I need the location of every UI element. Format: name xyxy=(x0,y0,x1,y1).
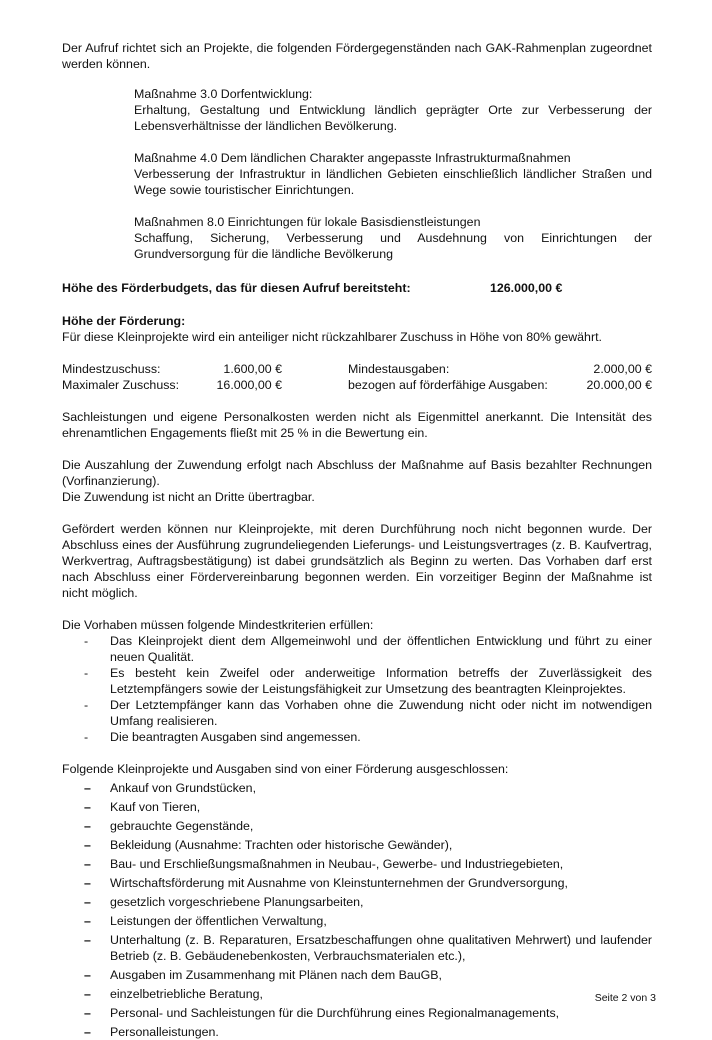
measure-title: Maßnahme 4.0 Dem ländlichen Charakter angepasste Infrastrukturmaßnahmen xyxy=(134,151,571,165)
list-item: – Ankauf von Grundstücken, xyxy=(84,781,257,795)
list-item: - Das Kleinprojekt dient dem Allgemeinwohl und der öffentlichen Entwicklung und führt zu einer neuen Qualität. xyxy=(84,634,652,664)
eligible-expense-label: bezogen auf förderfähige Ausgaben: xyxy=(348,378,548,392)
measure-3 xyxy=(134,86,652,134)
page-number: Seite 2 von 3 xyxy=(594,992,656,1004)
measure-4 xyxy=(134,150,652,198)
min-subsidy-value: 1.600,00 € xyxy=(223,362,282,376)
eligible-expense-value: 20.000,00 € xyxy=(586,378,652,392)
measure-title: Maßnahmen 8.0 Einrichtungen für lokale Basisdienstleistungen xyxy=(134,215,481,229)
criteria-intro: Die Vorhaben müssen folgende Mindestkriterien erfüllen: xyxy=(62,618,374,632)
funding-amounts xyxy=(62,361,652,393)
measure-8 xyxy=(134,214,652,262)
in-kind-paragraph: Sachleistungen und eigene Personalkosten werden nicht als Eigenmittel anerkannt. Die Intensität des ehrenamtlichen Engagements fließt mit 25 % in die Bewertung ein. xyxy=(62,410,652,440)
max-subsidy-label: Maximaler Zuschuss: xyxy=(62,378,180,392)
list-item: – Bekleidung (Ausnahme: Trachten oder historische Gewänder), xyxy=(84,838,453,852)
list-item: – Unterhaltung (z. B. Reparaturen, Ersatzbeschaffungen ohne qualitativen Mehrwert) und laufender Betrieb (z. B. Gebäudenebenkosten, Verbrauchsmaterialen etc.), xyxy=(84,933,652,963)
eligibility-paragraph: Gefördert werden können nur Kleinprojekte, mit deren Durchführung noch nicht begonnen wurde. Der Abschluss eines der Ausführung zugrundeliegenden Lieferungs- und Leistungsvertrages (z. B. Kaufvertrag, Werkvertrag, Auftragsbestätigung) ist dabei grundsätzlich als Beginn zu werten. Das Vorhaben darf erst nach Abschluss einer Fördervereinbarung begonnen werden. Ein vorzeitiger Beginn der Maßnahme ist nicht möglich. xyxy=(62,522,652,600)
list-item: – Ausgaben im Zusammenhang mit Plänen nach dem BauGB, xyxy=(84,968,442,982)
min-expense-value: 2.000,00 € xyxy=(593,362,652,376)
list-item: - Es besteht kein Zweifel oder anderweitige Information betreffs der Zuverlässigkeit des Letztempfängers sowie der Leistungsfähigkeit zur Umsetzung des beantragten Kleinprojektes. xyxy=(84,666,652,696)
measure-text: Schaffung, Sicherung, Verbesserung und Ausdehnung von Einrichtungen der Grundversorgung für die ländliche Bevölkerung xyxy=(134,231,652,261)
funding-heading: Höhe der Förderung: xyxy=(62,314,186,328)
budget-label: Höhe des Förderbudgets, das für diesen Aufruf bereitsteht: xyxy=(62,281,411,295)
min-expense-label: Mindestausgaben: xyxy=(348,362,450,376)
measure-text: Erhaltung, Gestaltung und Entwicklung ländlich geprägter Orte zur Verbesserung der Lebensverhältnisse der ländlichen Bevölkerung. xyxy=(134,103,652,133)
list-item: – Kauf von Tieren, xyxy=(84,800,201,814)
list-item: – einzelbetriebliche Beratung, xyxy=(84,987,263,1001)
max-subsidy-value: 16.000,00 € xyxy=(216,378,282,392)
document-body xyxy=(62,40,652,1040)
list-item: - Der Letztempfänger kann das Vorhaben ohne die Zuwendung nicht oder nicht im notwendigen Umfang realisieren. xyxy=(84,698,652,728)
excluded-intro: Folgende Kleinprojekte und Ausgaben sind von einer Förderung ausgeschlossen: xyxy=(62,762,509,776)
list-item: – Personalleistungen. xyxy=(84,1025,219,1039)
measure-text: Verbesserung der Infrastruktur in ländlichen Gebieten einschließlich ländlicher Straßen und Wege sowie touristischer Einrichtungen. xyxy=(134,167,652,197)
list-item: – gesetzlich vorgeschriebene Planungsarbeiten, xyxy=(84,895,364,909)
intro-paragraph: Der Aufruf richtet sich an Projekte, die folgenden Fördergegenständen nach GAK-Rahmenplan zugeordnet werden können. xyxy=(62,41,652,71)
excluded-list xyxy=(62,780,652,1040)
transfer-paragraph: Die Zuwendung ist nicht an Dritte übertragbar. xyxy=(62,490,315,504)
list-item: – gebrauchte Gegenstände, xyxy=(84,819,254,833)
funding-text: Für diese Kleinprojekte wird ein anteiliger nicht rückzahlbarer Zuschuss in Höhe von 80% gewährt. xyxy=(62,330,602,344)
list-item: - Die beantragten Ausgaben sind angemessen. xyxy=(84,730,361,744)
list-item: – Leistungen der öffentlichen Verwaltung, xyxy=(84,914,327,928)
budget-line xyxy=(62,280,652,296)
list-item: – Personal- und Sachleistungen für die Durchführung eines Regionalmanagements, xyxy=(84,1006,560,1020)
payout-paragraph: Die Auszahlung der Zuwendung erfolgt nach Abschluss der Maßnahme auf Basis bezahlter Rechnungen (Vorfinanzierung). xyxy=(62,458,652,488)
budget-value: 126.000,00 € xyxy=(490,281,563,295)
list-item: – Wirtschaftsförderung mit Ausnahme von Kleinstunternehmen der Grundversorgung, xyxy=(84,876,568,890)
min-subsidy-label: Mindestzuschuss: xyxy=(62,362,161,376)
criteria-list xyxy=(62,633,652,745)
list-item: – Bau- und Erschließungsmaßnahmen in Neubau-, Gewerbe- und Industriegebieten, xyxy=(84,857,564,871)
measure-title: Maßnahme 3.0 Dorfentwicklung: xyxy=(134,87,313,101)
